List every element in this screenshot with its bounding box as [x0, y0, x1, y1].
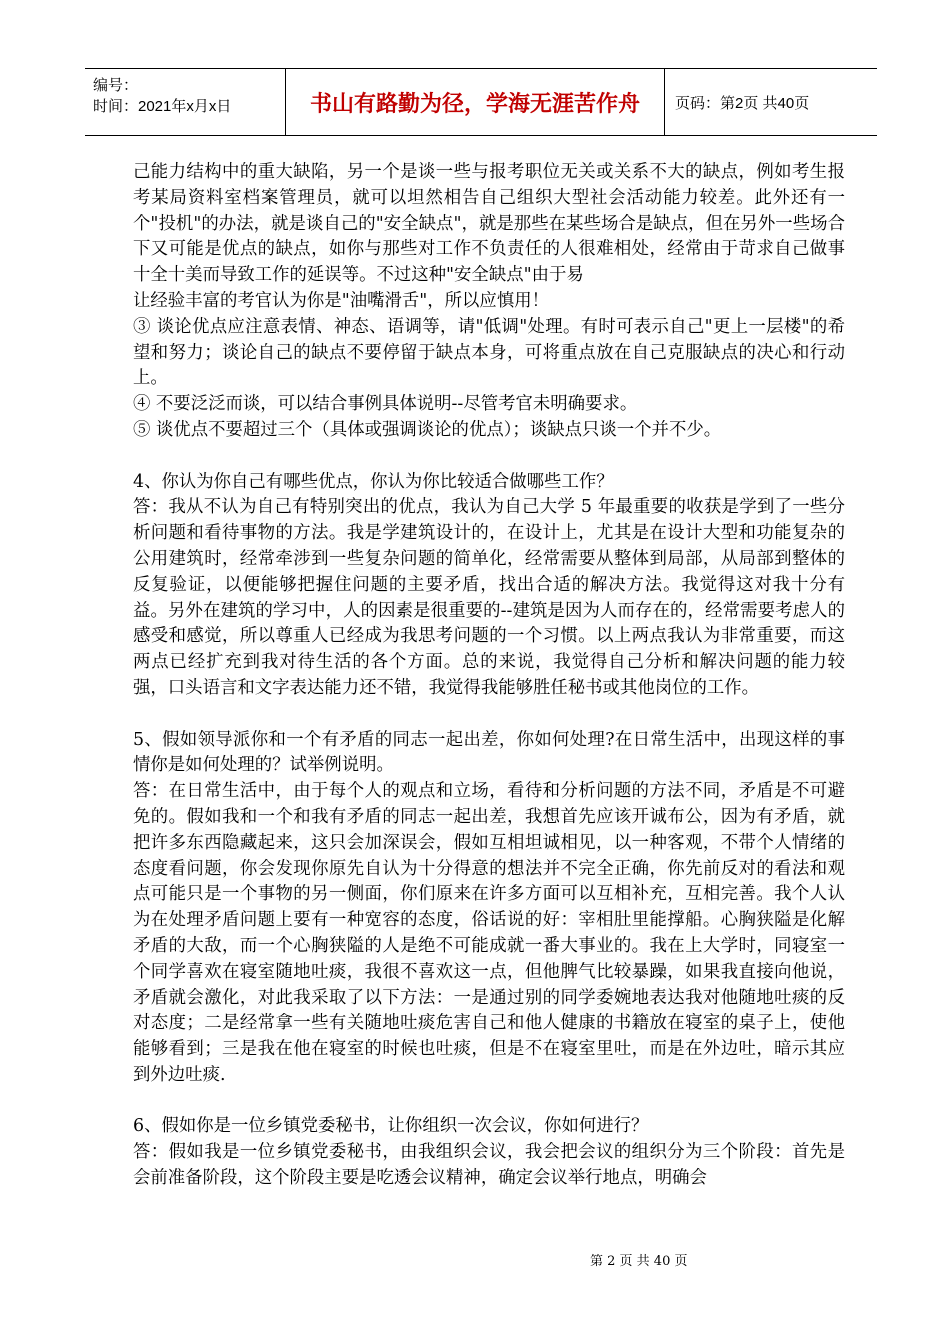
body-paragraph: 己能力结构中的重大缺陷，另一个是谈一些与报考职位无关或关系不大的缺点，例如考生报考某局资料室档案管理员，就可以坦然相告自己组织大型社会活动能力较差。此外还有一个"投机"的办法，就是谈自己的"安全缺点"，就是那些在某些场合是缺点，但在另外一些场合下又可能是优点的缺点，如你与那些对工作不负责任的人很难相处，经常由于苛求自己做事十全十美而导致工作的延误等。不过这种"安全缺点"由于易 — [133, 162, 845, 286]
paragraph-gap — [133, 1089, 845, 1115]
number-label: 编号： — [93, 77, 139, 94]
page-footer: 第 2 页 共 40 页 — [590, 1254, 688, 1269]
question-heading: 6、假如你是一位乡镇党委秘书，让你组织一次会议，你如何进行？ — [133, 1116, 649, 1137]
question-heading: 5、假如领导派你和一个有矛盾的同志一起出差，你如何处理?在日常生活中，出现这样的事情你是如何处理的？试举例说明。 — [133, 729, 845, 776]
time-label: 时间：2021年x月x日 — [93, 98, 232, 115]
document-body — [133, 160, 845, 1192]
body-paragraph: ③ 谈论优点应注意表情、神态、语调等，请"低调"处理。有时可表示自己"更上一层楼"的希望和努力；谈论自己的缺点不要停留于缺点本身，可将重点放在自己克服缺点的决心和行动上。 — [133, 316, 845, 389]
header-motto: 书山有路勤为径，学海无涯苦作舟 — [285, 69, 665, 135]
body-paragraph: ⑤ 谈优点不要超过三个（具体或强调谈论的优点）；谈缺点只谈一个并不少。 — [133, 419, 722, 440]
paragraph-gap — [133, 702, 845, 728]
page-header — [85, 68, 877, 136]
header-meta — [85, 69, 285, 135]
body-paragraph: 让经验丰富的考官认为你是"油嘴滑舌"，所以应慎用！ — [133, 290, 549, 311]
body-paragraph: ④ 不要泛泛而谈，可以结合事例具体说明--尽管考官未明确要求。 — [133, 394, 638, 415]
answer-paragraph: 答：假如我是一位乡镇党委秘书，由我组织会议，我会把会议的组织分为三个阶段：首先是会前准备阶段，这个阶段主要是吃透会议精神，确定会议举行地点，明确会 — [133, 1142, 845, 1189]
paragraph-gap — [133, 444, 845, 470]
answer-paragraph: 答：在日常生活中，由于每个人的观点和立场，看待和分析问题的方法不同，矛盾是不可避免的。假如我和一个和我有矛盾的同志一起出差，我想首先应该开诚布公，因为有矛盾，就把许多东西隐藏起来，这只会加深误会，假如互相坦诚相见，以一种客观，不带个人情绪的态度看问题，你会发现你原先自认为十分得意的想法并不完全正确，你先前反对的看法和观点可能只是一个事物的另一侧面，你们原来在许多方面可以互相补充，互相完善。我个人认为在处理矛盾问题上要有一种宽容的态度，俗话说的好：宰相肚里能撑船。心胸狭隘是化解矛盾的大敌，而一个心胸狭隘的人是绝不可能成就一番大事业的。我在上大学时，同寝室一个同学喜欢在寝室随地吐痰，我很不喜欢这一点，但他脾气比较暴躁，如果我直接向他说，矛盾就会激化，对此我采取了以下方法：一是通过别的同学委婉地表达我对他随地吐痰的反对态度；二是经常拿一些有关随地吐痰危害自己和他人健康的书籍放在寝室的桌子上，使他能够看到；三是我在他在寝室的时候也吐痰，但是不在寝室里吐，而是在外边吐，暗示其应到外边吐痰. — [133, 781, 845, 1085]
answer-paragraph: 答：我从不认为自己有特别突出的优点，我认为自己大学 5 年最重要的收获是学到了一些分析问题和看待事物的方法。我是学建筑设计的，在设计上，尤其是在设计大型和功能复杂的公用建筑时，经常牵涉到一些复杂问题的简单化，经常需要从整体到局部，从局部到整体的反复验证，以便能够把握住问题的主要矛盾，找出合适的解决方法。我觉得这对我十分有益。另外在建筑的学习中，人的因素是很重要的--建筑是因为人而存在的，经常需要考虑人的感受和感觉，所以尊重人已经成为我思考问题的一个习惯。以上两点我认为非常重要，而这两点已经扩充到我对待生活的各个方面。总的来说，我觉得自己分析和解决问题的能力较强，口头语言和文字表达能力还不错，我觉得我能够胜任秘书或其他岗位的工作。 — [133, 497, 845, 698]
header-page-label: 页码：第2页 共40页 — [675, 94, 810, 112]
question-heading: 4、你认为你自己有哪些优点，你认为你比较适合做哪些工作？ — [133, 471, 614, 492]
